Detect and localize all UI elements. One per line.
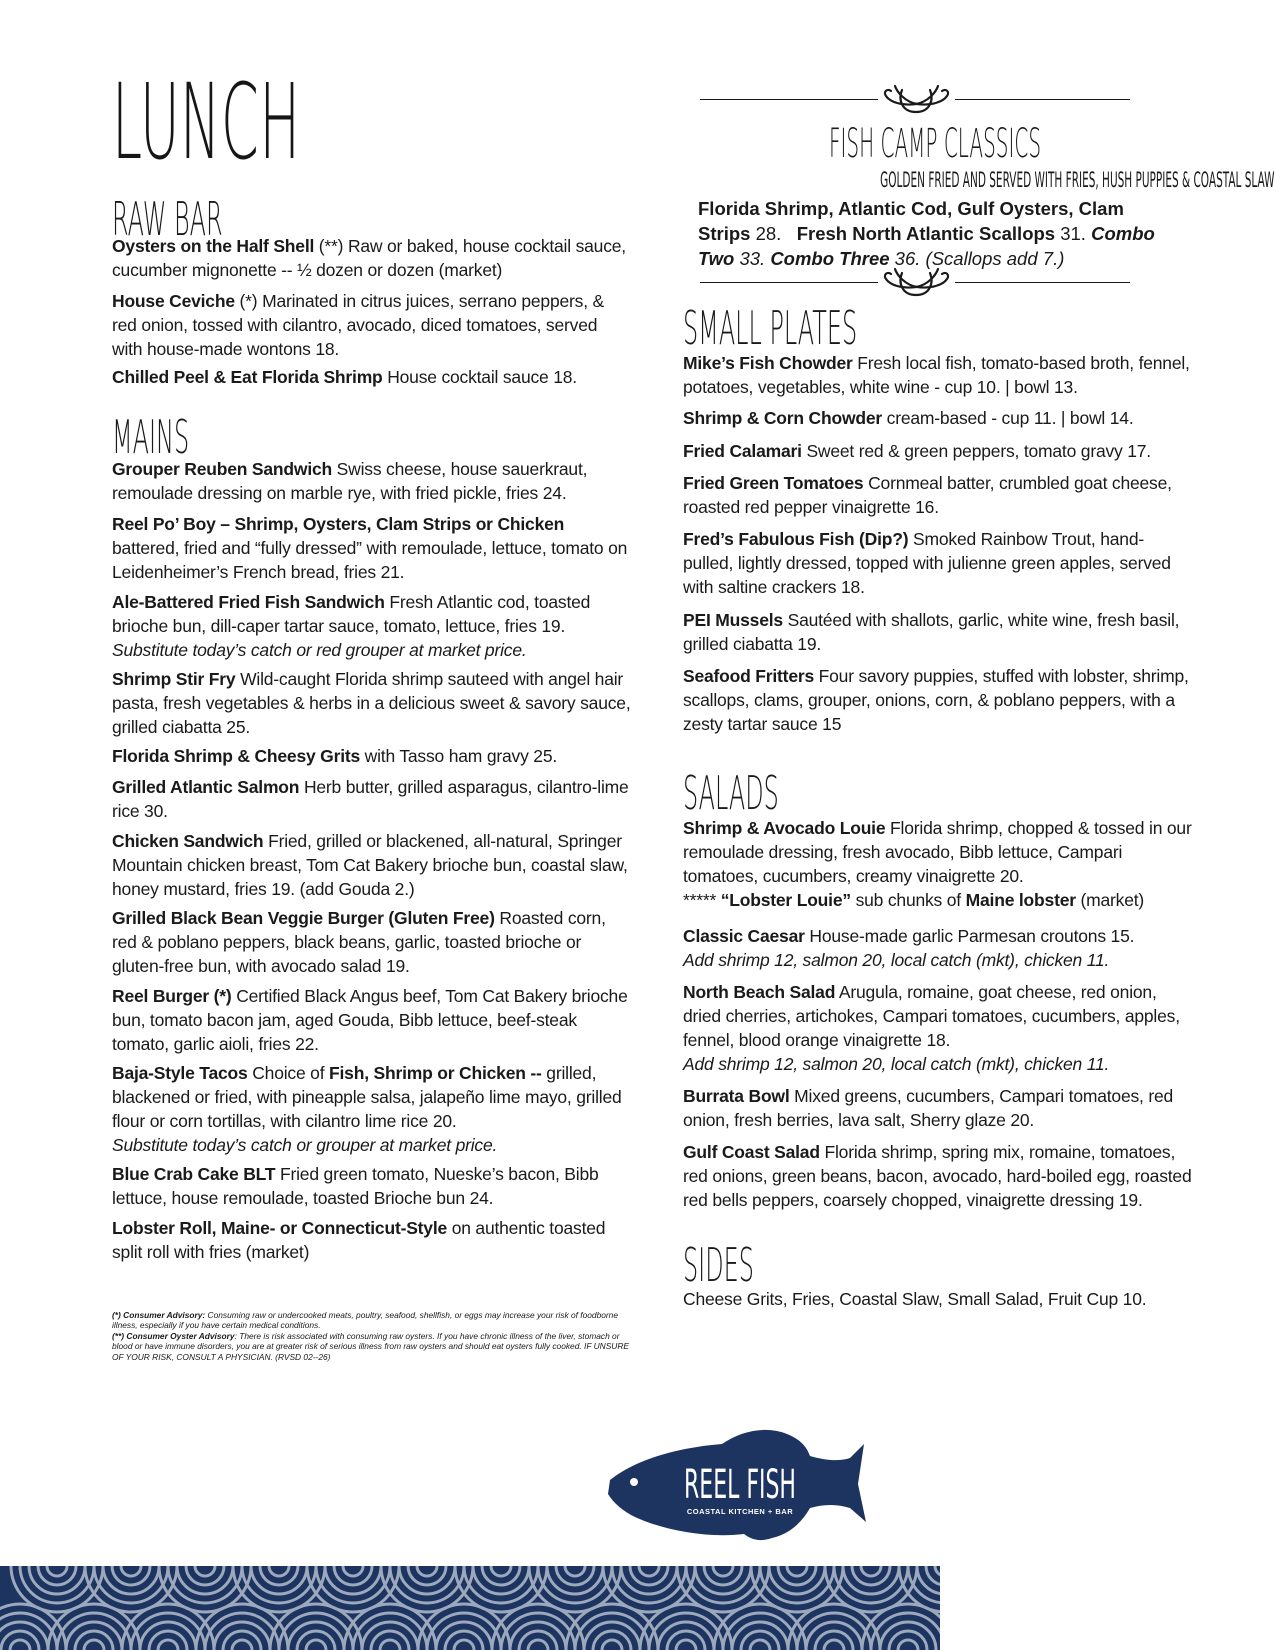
menu-item bbox=[683, 816, 1193, 912]
item-note: Substitute today’s catch or grouper at market price. bbox=[112, 1135, 498, 1155]
fish-hooks-icon bbox=[878, 82, 955, 116]
item-note: Substitute today’s catch or red grouper at market price. bbox=[112, 640, 527, 660]
menu-item bbox=[683, 924, 1193, 972]
mains-heading: MAINS bbox=[112, 410, 190, 464]
item-desc: Mixed greens, cucumbers, Campari tomatoes, red onion, fresh berries, lava salt, Sherry glaze 20. bbox=[683, 1086, 1174, 1130]
item-name: Oysters on the Half Shell bbox=[112, 236, 315, 256]
item-name: Gulf Coast Salad bbox=[683, 1142, 820, 1162]
item-option-price: (market) bbox=[1075, 890, 1145, 910]
fish-camp-heading-text: FISH CAMP CLASSICS bbox=[829, 121, 1042, 167]
item-desc: (*) Marinated in citrus juices, serrano peppers, & red onion, tossed with cilantro, avocado, diced tomatoes, served with house-made wontons 18. bbox=[112, 291, 605, 359]
fish-camp-description bbox=[698, 196, 1168, 271]
item-desc: on authentic toasted split roll with fries (market) bbox=[112, 1218, 606, 1262]
item-option-name: “Lobster Louie” bbox=[720, 890, 851, 910]
item-name: Shrimp & Corn Chowder bbox=[683, 408, 882, 428]
item-name: Fried Green Tomatoes bbox=[683, 473, 864, 493]
menu-item bbox=[112, 984, 632, 1056]
item-desc: Sautéed with shallots, garlic, white wine, fresh basil, grilled ciabatta 19. bbox=[683, 610, 1180, 654]
item-note: Add shrimp 12, salmon 20, local catch (mkt), chicken 11. bbox=[683, 1054, 1110, 1074]
divider-line bbox=[955, 282, 1130, 283]
item-desc: Florida shrimp, spring mix, romaine, tomatoes, red onions, green beans, bacon, avocado, hard-boiled egg, roasted red bells peppers, coarsely chopped, vinaigrette dressing 19. bbox=[683, 1142, 1192, 1210]
item-name: Seafood Fritters bbox=[683, 666, 814, 686]
item-name: Mike’s Fish Chowder bbox=[683, 353, 853, 373]
item-desc: House cocktail sauce 18. bbox=[382, 367, 577, 387]
consumer-advisory bbox=[112, 1310, 632, 1362]
divider-line bbox=[700, 282, 878, 283]
wave-pattern-band bbox=[0, 1566, 940, 1650]
fish-eye-icon bbox=[630, 1478, 638, 1486]
sides-list: Cheese Grits, Fries, Coastal Slaw, Small Salad, Fruit Cup 10. bbox=[683, 1289, 1147, 1309]
item-desc: Fresh local fish, tomato-based broth, fennel, potatoes, vegetables, white wine - cup 10. | bowl 13. bbox=[683, 353, 1190, 397]
menu-item bbox=[683, 1084, 1193, 1132]
item-name: Shrimp & Avocado Louie bbox=[683, 818, 886, 838]
item-options: Fish, Shrimp or Chicken -- bbox=[329, 1063, 542, 1083]
oyster-advisory-text: : There is risk associated with consuming raw oysters. If you have chronic illness of the liver, stomach or blood or have immune disorders, you are at greater risk of serious illness from raw oysters and should eat oysters fully cooked. IF UNSURE OF YOUR RISK, CONSULT A PHYSICIAN. (RVSD 02--26) bbox=[112, 1330, 629, 1362]
item-name: Baja-Style Tacos bbox=[112, 1063, 248, 1083]
item-option-bold: Maine lobster bbox=[965, 890, 1076, 910]
menu-item bbox=[112, 457, 632, 505]
item-desc: Four savory puppies, stuffed with lobster, shrimp, scallops, clams, grouper, onions, corn, & poblano peppers, with a zesty tartar sauce 15 bbox=[683, 666, 1189, 734]
logo-name: REEL FISH bbox=[684, 1460, 796, 1508]
menu-item bbox=[112, 512, 632, 584]
menu-item bbox=[683, 1140, 1193, 1212]
item-name: Fred’s Fabulous Fish (Dip?) bbox=[683, 529, 909, 549]
item-name: Reel Po’ Boy – Shrimp, Oysters, Clam Strips or Chicken bbox=[112, 514, 565, 534]
item-desc: Wild-caught Florida shrimp sauteed with angel hair pasta, fresh vegetables & herbs in a delicious sweet & savory sauce, grilled ciabatta 25. bbox=[112, 669, 631, 737]
fish-camp-items: Florida Shrimp, Atlantic Cod, Gulf Oysters, Clam Strips bbox=[698, 198, 1124, 244]
item-desc: Certified Black Angus beef, Tom Cat Bakery brioche bun, tomato bacon jam, aged Gouda, Bibb lettuce, beef-steak tomato, garlic aioli, fries 22. bbox=[112, 986, 628, 1054]
small-plates-heading: SMALL PLATES bbox=[683, 301, 858, 355]
item-desc: Florida shrimp, chopped & tossed in our remoulade dressing, fresh avocado, Bibb lettuce, Campari tomatoes, cucumbers, creamy vinaigrette 20. bbox=[683, 818, 1192, 886]
menu-item bbox=[112, 590, 632, 662]
item-name: Grilled Black Bean Veggie Burger (Gluten Free) bbox=[112, 908, 495, 928]
menu-item bbox=[112, 775, 632, 823]
combo-price: 33. bbox=[734, 248, 766, 269]
menu-item bbox=[683, 664, 1193, 736]
item-desc: Fresh Atlantic cod, toasted brioche bun, dill-caper tartar sauce, tomato, lettuce, fries 19. bbox=[112, 592, 591, 636]
item-name: Florida Shrimp & Cheesy Grits bbox=[112, 746, 361, 766]
item-desc: cream-based - cup 11. | bowl 14. bbox=[882, 408, 1134, 428]
item-name: Lobster Roll, Maine- or Connecticut-Style bbox=[112, 1218, 448, 1238]
fish-camp-heading bbox=[683, 121, 1188, 167]
raw-bar-heading: RAW BAR bbox=[112, 192, 223, 246]
item-name: Chicken Sandwich bbox=[112, 831, 264, 851]
item-desc: Roasted corn, red & poblano peppers, black beans, garlic, toasted brioche or gluten-free bun, with avocado salad 19. bbox=[112, 908, 606, 976]
item-note: Add shrimp 12, salmon 20, local catch (mkt), chicken 11. bbox=[683, 950, 1110, 970]
item-name: PEI Mussels bbox=[683, 610, 783, 630]
item-name: Ale-Battered Fried Fish Sandwich bbox=[112, 592, 385, 612]
item-desc: Swiss cheese, house sauerkraut, remoulade dressing on marble rye, with fried pickle, fries 24. bbox=[112, 459, 588, 503]
oyster-advisory-label: (**) Consumer Oyster Advisory bbox=[112, 1330, 235, 1341]
logo-tagline: COASTAL KITCHEN + BAR bbox=[686, 1507, 794, 1516]
fish-camp-price: 28. bbox=[750, 223, 782, 244]
fish-hooks-icon bbox=[878, 265, 955, 299]
menu-item bbox=[112, 667, 632, 739]
menu-item bbox=[683, 980, 1193, 1076]
item-desc: Sweet red & green peppers, tomato gravy 17. bbox=[801, 441, 1151, 461]
combo-price: 36. (Scallops add 7.) bbox=[889, 248, 1065, 269]
item-desc: (**) Raw or baked, house cocktail sauce, cucumber mignonette -- ½ dozen or dozen (market) bbox=[112, 236, 626, 280]
menu-item bbox=[112, 289, 632, 361]
item-name: Grilled Atlantic Salmon bbox=[112, 777, 300, 797]
fish-camp-scallops: Fresh North Atlantic Scallops bbox=[796, 223, 1056, 244]
combo-two: Combo Two bbox=[698, 223, 1155, 269]
item-name: Grouper Reuben Sandwich bbox=[112, 459, 333, 479]
salads-heading: SALADS bbox=[683, 766, 779, 820]
menu-item bbox=[683, 527, 1193, 599]
menu-item bbox=[683, 439, 1193, 463]
menu-item bbox=[683, 471, 1193, 519]
menu-item bbox=[112, 906, 632, 978]
item-desc: Cornmeal batter, crumbled goat cheese, roasted red pepper vinaigrette 16. bbox=[683, 473, 1172, 517]
menu-item bbox=[112, 1061, 632, 1157]
menu-item bbox=[112, 365, 632, 389]
advisory-label: (*) Consumer Advisory: bbox=[112, 1310, 206, 1320]
item-name: North Beach Salad bbox=[683, 982, 836, 1002]
advisory-text: Consuming raw or undercooked meats, poultry, seafood, shellfish, or eggs may increase your risk of foodborne illness, especially if you have certain medical conditions. bbox=[112, 1310, 618, 1331]
item-name: Burrata Bowl bbox=[683, 1086, 790, 1106]
item-desc: Fried green tomato, Nueske’s bacon, Bibb lettuce, house remoulade, toasted Brioche bun 24. bbox=[112, 1164, 599, 1208]
fish-camp-subheading-text: GOLDEN FRIED AND SERVED WITH FRIES, HUSH PUPPIES & COASTAL SLAW bbox=[880, 168, 1275, 192]
reel-fish-logo bbox=[602, 1422, 872, 1552]
item-name: Chilled Peel & Eat Florida Shrimp bbox=[112, 367, 383, 387]
item-desc: grilled, blackened or fried, with pineapple salsa, jalapeño lime mayo, grilled flour or corn tortillas, with cilantro lime rice 20. bbox=[112, 1063, 622, 1131]
menu-item bbox=[683, 608, 1193, 656]
sides-heading: SIDES bbox=[683, 1238, 754, 1292]
item-desc: House-made garlic Parmesan croutons 15. bbox=[804, 926, 1135, 946]
menu-item bbox=[112, 829, 632, 901]
divider-line bbox=[955, 99, 1130, 100]
item-desc: with Tasso ham gravy 25. bbox=[360, 746, 558, 766]
menu-item bbox=[683, 406, 1193, 430]
fish-camp-subheading bbox=[683, 168, 1275, 192]
item-name: Fried Calamari bbox=[683, 441, 802, 461]
item-name: Blue Crab Cake BLT bbox=[112, 1164, 276, 1184]
combo-three: Combo Three bbox=[770, 248, 890, 269]
item-desc: battered, fried and “fully dressed” with remoulade, lettuce, tomato on Leidenheimer’s French bread, fries 21. bbox=[112, 538, 628, 582]
menu-item bbox=[683, 351, 1193, 399]
item-name: Shrimp Stir Fry bbox=[112, 669, 236, 689]
menu-item bbox=[112, 744, 632, 768]
stars: ***** bbox=[683, 890, 721, 910]
item-desc: Herb butter, grilled asparagus, cilantro-lime rice 30. bbox=[112, 777, 629, 821]
divider-line bbox=[700, 99, 878, 100]
menu-item bbox=[112, 1162, 632, 1210]
item-desc: Choice of bbox=[247, 1063, 330, 1083]
item-desc: Fried, grilled or blackened, all-natural, Springer Mountain chicken breast, Tom Cat Bakery brioche bun, coastal slaw, honey mustard, fries 19. (add Gouda 2.) bbox=[112, 831, 628, 899]
item-desc: Arugula, romaine, goat cheese, red onion, dried cherries, artichokes, Campari tomatoes, cucumbers, apples, fennel, blood orange vinaigrette 18. bbox=[683, 982, 1180, 1050]
item-option-desc: sub chunks of bbox=[850, 890, 966, 910]
menu-title: LUNCH bbox=[112, 61, 301, 183]
item-name: Classic Caesar bbox=[683, 926, 805, 946]
item-name: House Ceviche bbox=[112, 291, 235, 311]
menu-item bbox=[112, 234, 632, 282]
item-desc: Smoked Rainbow Trout, hand-pulled, lightly dressed, topped with julienne green apples, served with saltine crackers 18. bbox=[683, 529, 1171, 597]
menu-item bbox=[112, 1216, 632, 1264]
item-name: Reel Burger (*) bbox=[112, 986, 232, 1006]
fish-camp-price: 31. bbox=[1055, 223, 1086, 244]
